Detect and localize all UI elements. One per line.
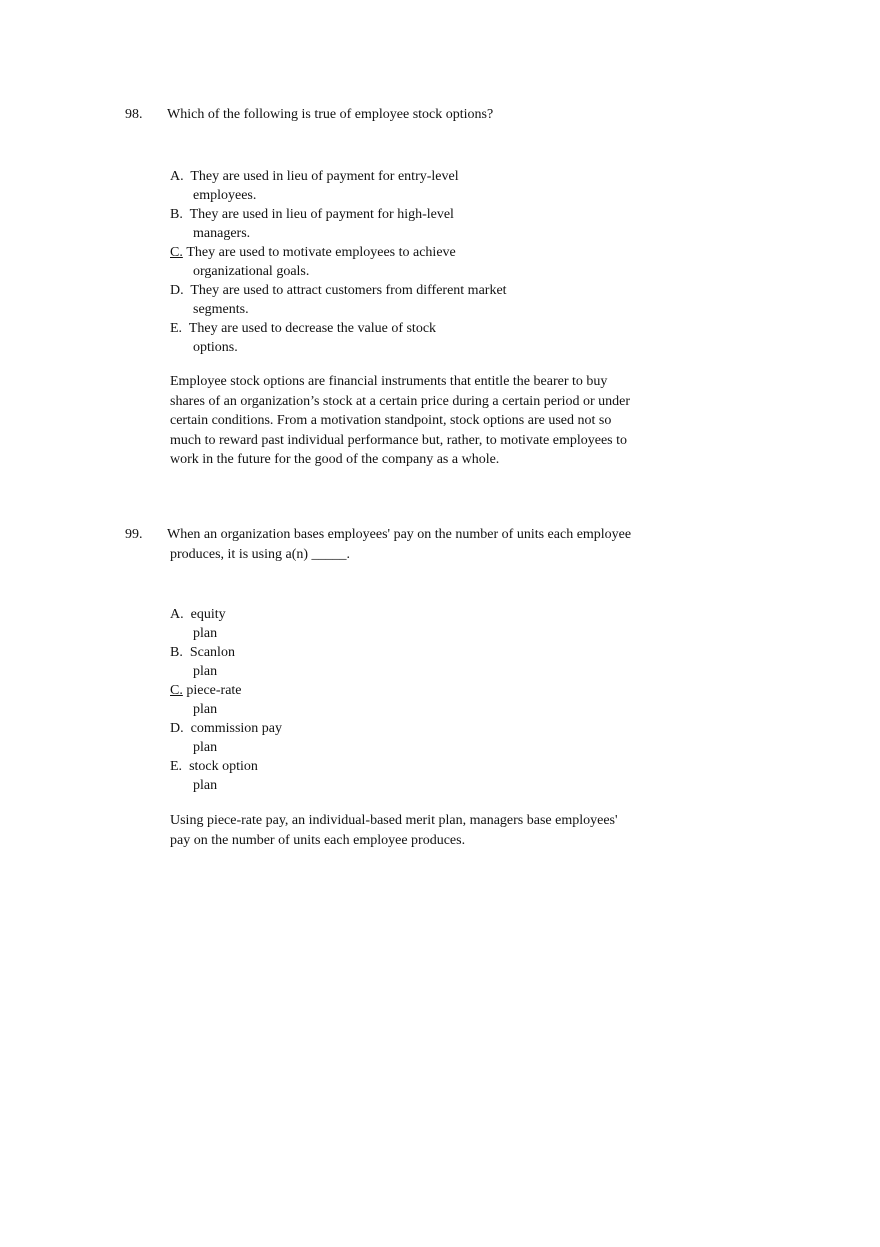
- explanation-line: much to reward past individual performance but, rather, to motivate employees to: [170, 432, 628, 448]
- explanation-line: Using piece-rate pay, an individual-based merit plan, managers base employees': [170, 813, 618, 828]
- option-letter-correct: C.: [170, 245, 183, 260]
- question-text-line: produces, it is using a(n) _____.: [170, 547, 351, 562]
- question-text-line: When an organization bases employees' pay on the number of units each employee: [167, 527, 632, 542]
- option-text-continued: options.: [193, 340, 238, 355]
- option-text: They are used to motivate employees to achieve: [186, 245, 456, 260]
- option-letter-correct: C.: [170, 683, 183, 698]
- explanation-line: work in the future for the good of the company as a whole.: [170, 452, 500, 468]
- answer-options: [170, 605, 550, 795]
- option-letter: E.: [170, 759, 183, 774]
- question-text: [167, 525, 657, 565]
- option-letter: A.: [170, 169, 184, 184]
- option-text: piece-rate: [186, 683, 242, 698]
- option-text: stock option: [189, 759, 258, 774]
- option-text-continued: organizational goals.: [193, 264, 310, 279]
- option-text: They are used in lieu of payment for high-level: [189, 207, 454, 222]
- option-c[interactable]: [170, 243, 550, 281]
- option-text: They are used to decrease the value of stock: [188, 321, 437, 336]
- option-text: equity: [190, 607, 226, 622]
- question-number: 99.: [125, 527, 143, 542]
- question-number: 98.: [125, 107, 143, 122]
- option-text: They are used in lieu of payment for entry-level: [190, 169, 459, 184]
- explanation: [170, 811, 650, 850]
- option-d[interactable]: [170, 281, 550, 319]
- option-e[interactable]: [170, 757, 550, 795]
- question-text-line: Which of the following is true of employee stock options?: [167, 107, 494, 122]
- option-letter: D.: [170, 283, 184, 298]
- option-text: Scanlon: [189, 645, 235, 660]
- answer-options: [170, 167, 550, 357]
- option-c[interactable]: [170, 681, 550, 719]
- option-text-continued: plan: [193, 778, 218, 793]
- explanation: [170, 372, 650, 470]
- option-e[interactable]: [170, 319, 550, 357]
- option-b[interactable]: [170, 643, 550, 681]
- option-letter: B.: [170, 207, 183, 222]
- option-text-continued: plan: [193, 702, 218, 717]
- explanation-line: shares of an organization’s stock at a certain price during a certain period or under: [170, 393, 631, 409]
- option-letter: A.: [170, 607, 184, 622]
- option-a[interactable]: [170, 167, 550, 205]
- option-text-continued: employees.: [193, 188, 257, 203]
- option-text-continued: segments.: [193, 302, 249, 317]
- explanation-line: certain conditions. From a motivation standpoint, stock options are used not so: [170, 413, 612, 429]
- explanation-line: pay on the number of units each employee produces.: [170, 832, 466, 848]
- explanation-line: Employee stock options are financial instruments that entitle the bearer to buy: [170, 374, 608, 389]
- option-letter: D.: [170, 721, 184, 736]
- question-text: [167, 105, 657, 125]
- option-text-continued: plan: [193, 626, 218, 641]
- option-letter: B.: [170, 645, 183, 660]
- option-text-continued: plan: [193, 664, 218, 679]
- option-text-continued: managers.: [193, 226, 251, 241]
- option-text: They are used to attract customers from different market: [190, 283, 507, 298]
- option-letter: E.: [170, 321, 183, 336]
- option-text-continued: plan: [193, 740, 218, 755]
- option-text: commission pay: [190, 721, 283, 736]
- option-a[interactable]: [170, 605, 550, 643]
- option-d[interactable]: [170, 719, 550, 757]
- option-b[interactable]: [170, 205, 550, 243]
